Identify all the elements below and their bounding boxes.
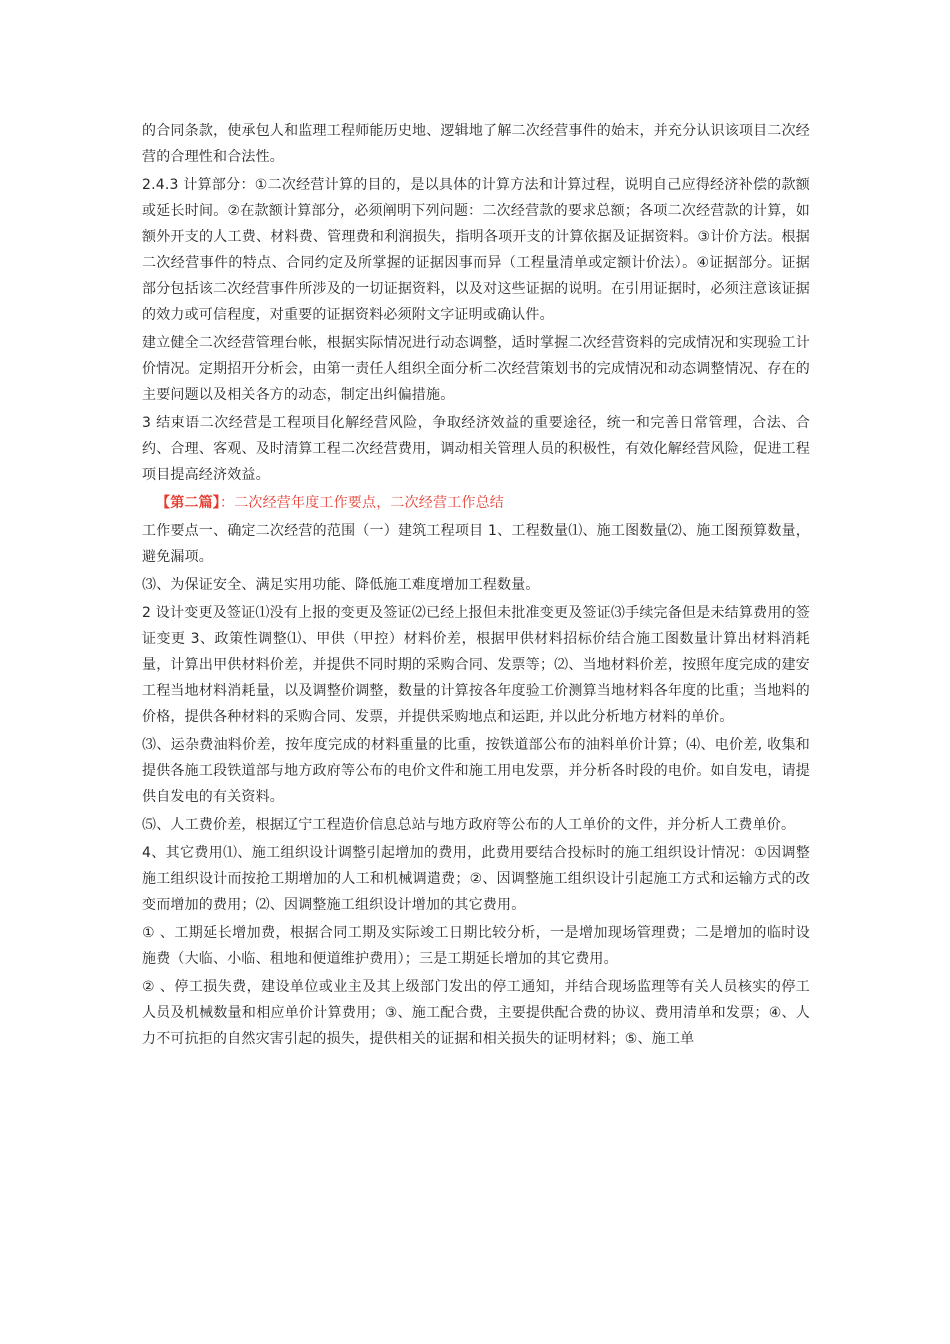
- paragraph-work-points-scope: 工作要点一、确定二次经营的范围（一）建筑工程项目 1、工程数量⑴、施工图数量⑵、施工图预算数量，避免漏项。: [142, 523, 810, 565]
- paragraph-contract-terms: 的合同条款，使承包人和监理工程师能历史地、逻辑地了解二次经营事件的始末，并充分认识该项目二次经营的合理性和合法性。: [142, 123, 810, 165]
- section-heading: [142, 490, 810, 516]
- paragraph-stoppage-loss: ② 、停工损失费，建设单位或业主及其上级部门发出的停工通知，并结合现场监理等有关人员核实的停工人员及机械数量和相应单价计算费用；③、施工配合费，主要提供配合费的协议、费用清单和发票；④、人力不可抗拒的自然灾害引起的损失，提供相关的证据和相关损失的证明材料；⑤、施工单: [142, 979, 810, 1047]
- paragraph-schedule-extension: ① 、工期延长增加费，根据合同工期及实际竣工日期比较分析，一是增加现场管理费；二是增加的临时设施费（大临、小临、租地和便道维护费用）；三是工期延长增加的其它费用。: [142, 925, 810, 967]
- document-page: [142, 118, 810, 1052]
- section-heading-title: ：二次经营年度工作要点，二次经营工作总结: [220, 495, 504, 511]
- paragraph-safety-quantity: ⑶、为保证安全、满足实用功能、降低施工难度增加工程数量。: [142, 577, 540, 593]
- section-heading-bracket: 【第二篇】: [156, 495, 220, 511]
- paragraph-design-change-policy: 2 设计变更及签证⑴没有上报的变更及签证⑵已经上报但未批准变更及签证⑶手续完备但是未结算费用的签证变更 3、政策性调整⑴、甲供（甲控）材料价差，根据甲供材料招标价结合施工图数量计算出材料消耗量，计算出甲供材料价差，并提供不同时期的采购合同、发票等；⑵、当地材料价差，按照年度完成的建安工程当地材料消耗量，以及调整价调整，数量的计算按各年度验工价测算当地材料各年度的比重；当地料的价格，提供各种材料的采购合同、发票，并提供采购地点和运距, 并以此分析地方材料的单价。: [142, 605, 810, 725]
- paragraph-conclusion: 3 结束语二次经营是工程项目化解经营风险，争取经济效益的重要途径，统一和完善日常管理，合法、合约、合理、客观、及时清算工程二次经营费用，调动相关管理人员的积极性，有效化解经营风险，促进工程项目提高经济效益。: [142, 415, 810, 483]
- paragraph-other-costs: 4、其它费用⑴、施工组织设计调整引起增加的费用，此费用要结合投标时的施工组织设计情况：①因调整施工组织设计而按抢工期增加的人工和机械调遣费；②、因调整施工组织设计引起施工方式和运输方式的改变而增加的费用；⑵、因调整施工组织设计增加的其它费用。: [142, 845, 810, 913]
- paragraph-management-ledger: 建立健全二次经营管理台帐，根据实际情况进行动态调整，适时掌握二次经营资料的完成情况和实现验工计价情况。定期招开分析会，由第一责任人组织全面分析二次经营策划书的完成情况和动态调整情况、存在的主要问题以及相关各方的动态，制定出纠偏措施。: [142, 335, 810, 403]
- paragraph-labor-cost: ⑸、人工费价差，根据辽宁工程造价信息总站与地方政府等公布的人工单价的文件，并分析人工费单价。: [142, 817, 796, 833]
- paragraph-calculation-section: 2.4.3 计算部分：①二次经营计算的目的，是以具体的计算方法和计算过程，说明自己应得经济补偿的款额或延长时间。②在款额计算部分，必须阐明下列问题：二次经营款的要求总额；各项二次经营款的计算，如额外开支的人工费、材料费、管理费和利润损失，指明各项开支的计算依据及证据资料。③计价方法。根据二次经营事件的特点、合同约定及所掌握的证据因事而异（工程量清单或定额计价法）。④证据部分。证据部分包括该二次经营事件所涉及的一切证据资料，以及对这些证据的说明。在引用证据时，必须注意该证据的效力或可信程度，对重要的证据资料必须附文字证明或确认件。: [142, 177, 810, 323]
- paragraph-freight-electricity: ⑶、运杂费油料价差，按年度完成的材料重量的比重，按铁道部公布的油料单价计算；⑷、电价差, 收集和提供各施工段铁道部与地方政府等公布的电价文件和施工用电发票，并分析各时段的电价。如自发电，请提供自发电的有关资料。: [142, 737, 810, 805]
